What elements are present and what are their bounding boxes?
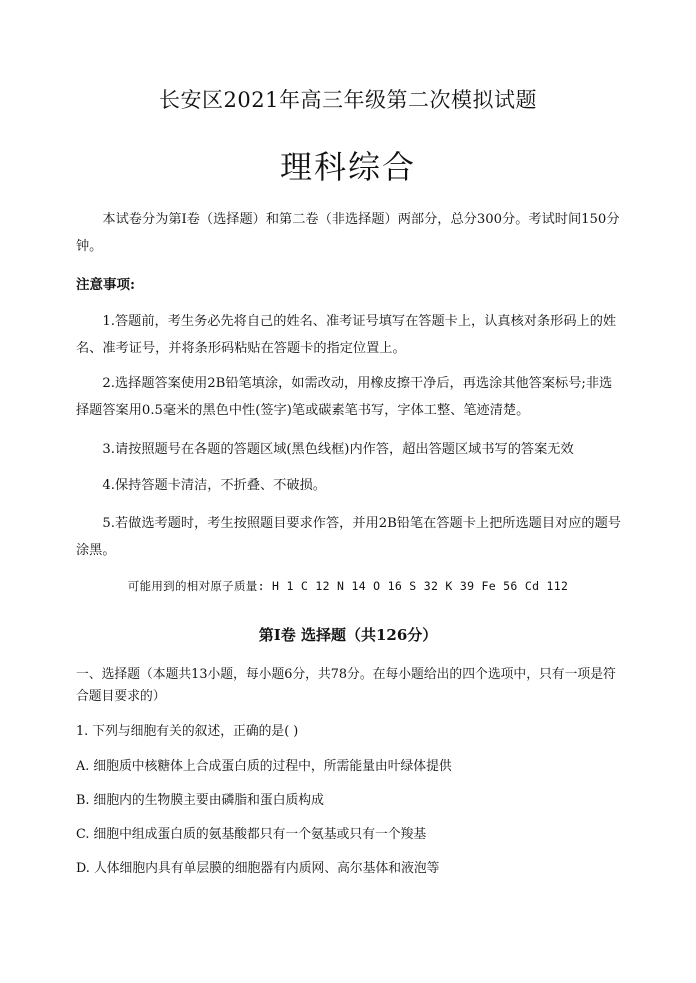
exam-title: 长安区2021年高三年级第二次模拟试题 (159, 88, 537, 112)
notice-item: 2.选择题答案使用2B铅笔填涂，如需改动，用橡皮擦干净后，再选涂其他答案标号;非选择题答案用0.5毫米的黑色中性(签字)笔或碳素笔书写，字体工整、笔迹清楚。 (76, 376, 613, 418)
notice-item: 3.请按照题号在各题的答题区域(黑色线框)内作答，超出答题区域书写的答案无效 (102, 442, 574, 457)
section-instruction: 一、选择题（本题共13小题，每小题6分，共78分。在每小题给出的四个选项中，只有一项是符合题目要求的） (76, 667, 616, 704)
question-stem: 1. 下列与细胞有关的叙述，正确的是( ) (76, 724, 299, 739)
option-a: A. 细胞质中核糖体上合成蛋白质的过程中，所需能量由叶绿体提供 (76, 759, 452, 774)
option-b: B. 细胞内的生物膜主要由磷脂和蛋白质构成 (76, 793, 324, 808)
atomic-masses-line: 可能用到的相对原子质量: H 1 C 12 N 14 O 16 S 32 K 39 Fe 56 Cd 112 (127, 579, 569, 593)
option-d: D. 人体细胞内具有单层膜的细胞器有内质网、高尔基体和液泡等 (76, 861, 440, 876)
intro-paragraph: 本试卷分为第Ⅰ卷（选择题）和第二卷（非选择题）两部分，总分300分。考试时间150分钟。 (76, 212, 620, 254)
section-title: 第Ⅰ卷 选择题（共126分） (258, 626, 438, 644)
exam-subtitle: 理科综合 (279, 148, 416, 186)
notice-item: 1.答题前，考生务必先将自己的姓名、准考证号填写在答题卡上，认真核对条形码上的姓名、准考证号，并将条形码粘贴在答题卡的指定位置上。 (76, 314, 617, 356)
notice-heading: 注意事项: (76, 277, 135, 293)
notice-item: 4.保持答题卡清洁，不折叠、不破损。 (102, 478, 326, 493)
notice-item: 5.若做选考题时，考生按照题目要求作答，并用2B铅笔在答题卡上把所选题目对应的题号涂黑。 (76, 516, 621, 558)
option-c: C. 细胞中组成蛋白质的氨基酸都只有一个氨基或只有一个羧基 (76, 827, 427, 842)
